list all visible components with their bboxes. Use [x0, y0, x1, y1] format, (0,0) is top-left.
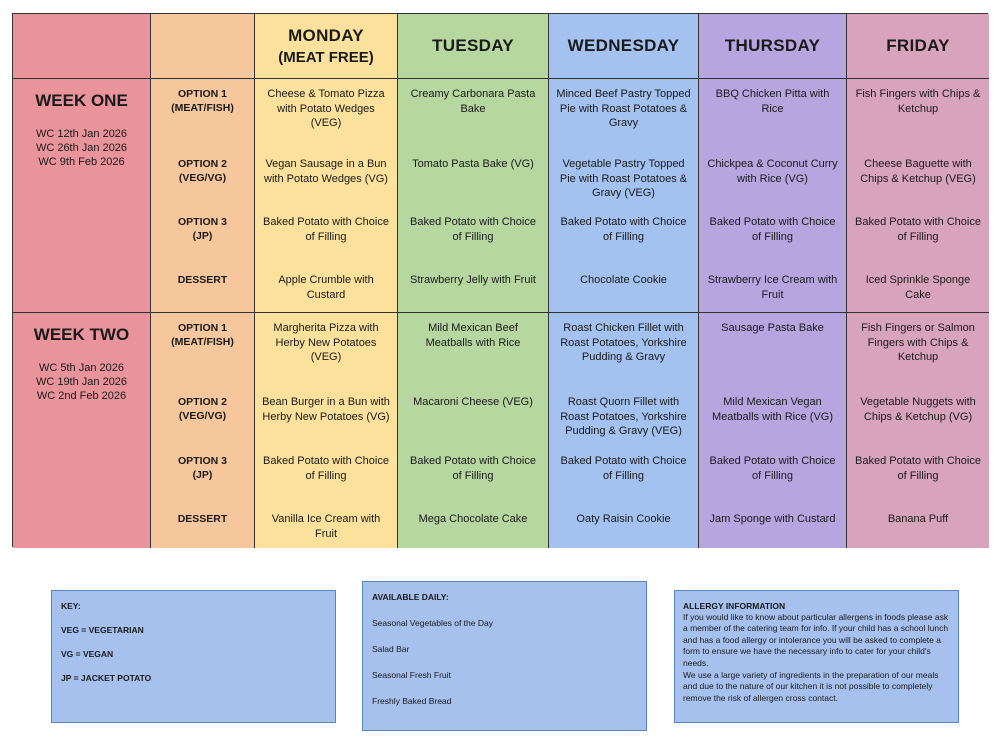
week-two-wednesday-cell: [549, 313, 699, 548]
meal-item: Baked Potato with Choice of Filling: [410, 455, 536, 482]
day-title: FRIDAY: [886, 36, 950, 55]
week-one-tuesday-cell: [398, 79, 549, 313]
meal-item: Cheese Baguette with Chips & Ketchup (VEG): [860, 158, 976, 185]
allergy-paragraph: If you would like to know about particular allergens in foods please ask a member of the catering team for info. If your child has a school lunch and has a food allergy or intolerance you will be asked to complete a form to ensure we have the necessary info to cater for your child's needs.: [683, 612, 949, 668]
option-1-label: OPTION 1 (MEAT/FISH): [171, 88, 234, 114]
meal-item: Oaty Raisin Cookie: [576, 513, 671, 525]
week-date: WC 19th Jan 2026: [35, 376, 128, 388]
day-subtitle: (MEAT FREE): [278, 49, 374, 66]
day-header-wednesday: [549, 14, 699, 79]
week-one-monday-cell: [255, 79, 398, 313]
day-title: TUESDAY: [432, 36, 514, 55]
dessert-label: DESSERT: [177, 513, 228, 525]
meal-item: Baked Potato with Choice of Filling: [263, 455, 389, 482]
dessert-label: DESSERT: [177, 274, 228, 286]
available-daily-box: [362, 581, 647, 731]
key-item: VEG = VEGETARIAN: [61, 625, 144, 635]
daily-item: Freshly Baked Bread: [372, 696, 452, 706]
meal-item: Baked Potato with Choice of Filling: [410, 216, 536, 243]
week-one-thursday-cell: [699, 79, 847, 313]
meal-item: Roast Quorn Fillet with Roast Potatoes, Yorkshire Pudding & Gravy (VEG): [560, 396, 687, 437]
allergy-paragraph: We use a large variety of ingredients in the preparation of our meals and due to the nature of our kitchen it is not possible to completely remove the risk of allergen cross contact.: [683, 670, 939, 703]
option-1-label: OPTION 1 (MEAT/FISH): [171, 322, 234, 348]
meal-item: Strawberry Jelly with Fruit: [410, 274, 536, 286]
meal-item: Banana Puff: [887, 513, 949, 525]
week-two-monday-cell: [255, 313, 398, 548]
week-two-tuesday-cell: [398, 313, 549, 548]
week-date: WC 5th Jan 2026: [39, 362, 124, 374]
meal-item: Iced Sprinkle Sponge Cake: [865, 274, 971, 301]
meal-item: Roast Chicken Fillet with Roast Potatoes, Yorkshire Pudding & Gravy: [560, 322, 687, 363]
week-date: WC 9th Feb 2026: [38, 156, 125, 168]
daily-item: Seasonal Fresh Fruit: [372, 670, 451, 680]
meal-item: Vanilla Ice Cream with Fruit: [271, 513, 381, 540]
week-date: WC 12th Jan 2026: [35, 128, 128, 140]
week-one-friday-cell: [847, 79, 989, 313]
option-3-label: OPTION 3 (JP): [177, 216, 227, 242]
week-title: WEEK ONE: [35, 91, 128, 110]
week-one-label-cell: [13, 79, 151, 313]
meal-item: Cheese & Tomato Pizza with Potato Wedges (VEG): [267, 88, 385, 129]
meal-item: Vegan Sausage in a Bun with Potato Wedges (VG): [264, 158, 388, 185]
option-header-cell: [151, 14, 255, 79]
meal-item: Tomato Pasta Bake (VG): [412, 158, 534, 170]
day-header-thursday: [699, 14, 847, 79]
week-two-label-cell: [13, 313, 151, 548]
meal-item: Chocolate Cookie: [580, 274, 667, 286]
key-item: VG = VEGAN: [61, 649, 114, 659]
key-title: KEY:: [61, 601, 81, 611]
week-one-wednesday-cell: [549, 79, 699, 313]
meal-item: Baked Potato with Choice of Filling: [709, 216, 836, 243]
meal-item: Apple Crumble with Custard: [278, 274, 374, 301]
key-box: [51, 590, 336, 723]
week-two-thursday-cell: [699, 313, 847, 548]
meal-item: Strawberry Ice Cream with Fruit: [707, 274, 838, 301]
meal-item: BBQ Chicken Pitta with Rice: [715, 88, 830, 115]
menu-table: [12, 13, 988, 547]
option-3-label: OPTION 3 (JP): [177, 455, 227, 481]
option-2-label: OPTION 2 (VEG/VG): [177, 158, 227, 184]
daily-item: Seasonal Vegetables of the Day: [372, 618, 493, 628]
meal-item: Macaroni Cheese (VEG): [413, 396, 533, 408]
corner-cell: [13, 14, 151, 79]
daily-item: Salad Bar: [372, 644, 410, 654]
meal-item: Bean Burger in a Bun with Herby New Potatoes (VG): [262, 396, 390, 423]
daily-title: AVAILABLE DAILY:: [372, 592, 449, 602]
option-2-label: OPTION 2 (VEG/VG): [177, 396, 227, 422]
week-date: WC 2nd Feb 2026: [36, 390, 127, 402]
meal-item: Vegetable Pastry Topped Pie with Roast Potatoes & Gravy (VEG): [559, 158, 688, 199]
day-title: MONDAY: [288, 26, 364, 45]
meal-item: Baked Potato with Choice of Filling: [560, 455, 687, 482]
allergy-title: ALLERGY INFORMATION: [683, 601, 786, 611]
day-header-friday: [847, 14, 989, 79]
week-date: WC 26th Jan 2026: [35, 142, 128, 154]
week-two-options-cell: [151, 313, 255, 548]
day-title: THURSDAY: [724, 36, 821, 55]
meal-item: Baked Potato with Choice of Filling: [855, 455, 981, 482]
meal-item: Minced Beef Pastry Topped Pie with Roast Potatoes & Gravy: [556, 88, 691, 129]
meal-item: Sausage Pasta Bake: [721, 322, 824, 334]
meal-item: Baked Potato with Choice of Filling: [560, 216, 687, 243]
meal-item: Chickpea & Coconut Curry with Rice (VG): [707, 158, 838, 185]
week-title: WEEK TWO: [33, 325, 130, 344]
meal-item: Vegetable Nuggets with Chips & Ketchup (VG): [860, 396, 976, 423]
meal-item: Creamy Carbonara Pasta Bake: [410, 88, 536, 115]
meal-item: Margherita Pizza with Herby New Potatoes (VEG): [273, 322, 379, 363]
day-title: WEDNESDAY: [567, 36, 680, 55]
week-two-friday-cell: [847, 313, 989, 548]
meal-item: Mild Mexican Beef Meatballs with Rice: [425, 322, 521, 349]
key-item: JP = JACKET POTATO: [61, 673, 152, 683]
day-header-monday: [255, 14, 398, 79]
meal-item: Mild Mexican Vegan Meatballs with Rice (VG): [711, 396, 834, 423]
meal-item: Baked Potato with Choice of Filling: [263, 216, 389, 243]
meal-item: Mega Chocolate Cake: [418, 513, 528, 525]
meal-item: Fish Fingers or Salmon Fingers with Chips & Ketchup: [861, 322, 975, 363]
day-header-tuesday: [398, 14, 549, 79]
meal-item: Jam Sponge with Custard: [709, 513, 836, 525]
meal-item: Baked Potato with Choice of Filling: [709, 455, 836, 482]
meal-item: Fish Fingers with Chips & Ketchup: [855, 88, 981, 115]
allergy-info-box: [674, 590, 959, 723]
meal-item: Baked Potato with Choice of Filling: [855, 216, 981, 243]
week-one-options-cell: [151, 79, 255, 313]
